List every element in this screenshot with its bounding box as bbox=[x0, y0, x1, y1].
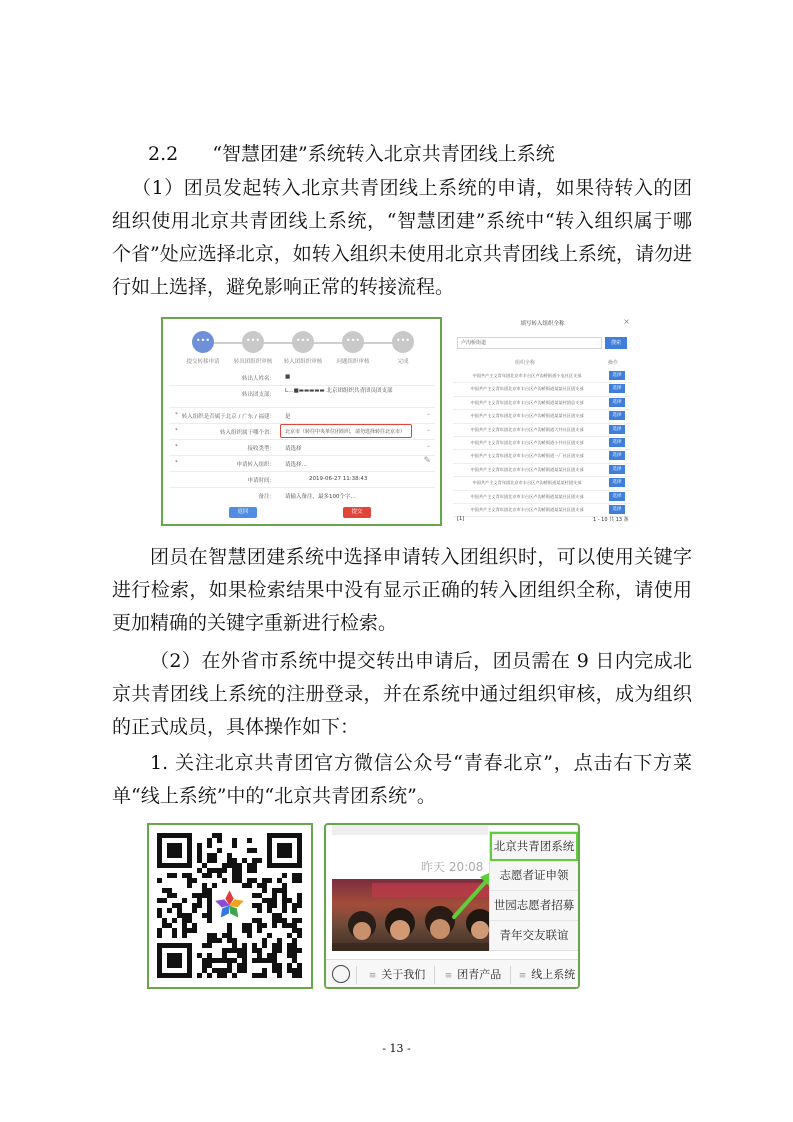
required-mark: * bbox=[175, 412, 178, 418]
submit-button[interactable]: 提交 bbox=[343, 507, 371, 518]
select-button[interactable]: 选择 bbox=[609, 384, 625, 393]
row-value: 是 bbox=[285, 414, 291, 420]
row-value: L…■▬▬▬▬▬ 北京团组织共青团员团支部 bbox=[285, 388, 393, 394]
paragraph-2: 团员在智慧团建系统中选择申请转入团组织时，可以使用关键字进行检索，如果检索结果中没有显示正确的转入团组织全称，请使用更加精确的关键字重新进行检索。 bbox=[112, 546, 692, 634]
org-name: 中国共产主义青年团北京市丰台区卢沟桥街道某某社区团支部 bbox=[470, 386, 584, 392]
qr-code-icon bbox=[149, 825, 311, 987]
step-5 bbox=[375, 329, 431, 365]
close-icon[interactable]: × bbox=[623, 317, 630, 326]
result-row bbox=[453, 436, 631, 450]
result-row bbox=[453, 369, 631, 383]
tab-divider bbox=[510, 966, 511, 984]
row-label: 转入组织属于哪个省： bbox=[219, 430, 275, 436]
step-dot: ••• bbox=[192, 331, 214, 353]
row-value: 请输入备注，最多100个字… bbox=[285, 494, 356, 500]
org-name: 中国共产主义青年团北京市丰台区卢沟桥街道某某社区团支部 bbox=[470, 413, 584, 419]
menu-item-volunteer-card[interactable]: 志愿者证申领 bbox=[490, 861, 578, 891]
result-row bbox=[453, 423, 631, 437]
org-search-dialog-screenshot bbox=[451, 315, 634, 527]
select-button[interactable]: 选择 bbox=[609, 478, 625, 487]
step-label: 转入团组织审核 bbox=[283, 359, 323, 365]
form-row-is-beijing[interactable] bbox=[169, 407, 435, 424]
row-label: 备注： bbox=[258, 494, 275, 500]
row-value: 2019-06-27 11:38:43 bbox=[309, 476, 368, 482]
row-label: 转入组织是否属于北京 / 广东 / 福建： bbox=[181, 414, 275, 420]
back-button[interactable]: 返回 bbox=[229, 507, 257, 518]
row-label: 申请转入组织： bbox=[236, 462, 275, 468]
wechat-menu-screenshot bbox=[324, 823, 580, 989]
menu-lines-icon: ≡ bbox=[518, 971, 527, 981]
step-label: 完成 bbox=[397, 359, 409, 365]
result-row bbox=[453, 382, 631, 396]
menu-item-beijing-system[interactable]: 北京共青团系统 bbox=[490, 832, 578, 861]
row-value: ■ bbox=[285, 374, 291, 380]
menu-item-expo-volunteer[interactable]: 世园志愿者招募 bbox=[490, 891, 578, 921]
select-button[interactable]: 选择 bbox=[609, 425, 625, 434]
step-dot: ••• bbox=[392, 331, 414, 353]
step-2 bbox=[225, 329, 281, 365]
tab-label: 线上系统 bbox=[531, 968, 576, 981]
required-mark: * bbox=[175, 444, 178, 450]
tab-about-us[interactable] bbox=[362, 960, 432, 989]
result-row bbox=[453, 396, 631, 410]
paragraph-1: （1）团员发起转入北京共青团线上系统的申请，如果待转入的团组织使用北京共青团线上系统，“智慧团建”系统中“转入组织属于哪个省”处应选择北京，如转入组织未使用北京共青团线上系统，请勿进行如上选择，避免影响正常的转接流程。 bbox=[112, 177, 692, 298]
step-dot: ••• bbox=[242, 331, 264, 353]
row-value: 北京市（转往中央单位团组织，请勿选择转往北京市） bbox=[285, 429, 406, 435]
result-row bbox=[453, 476, 631, 490]
chat-timestamp: 昨天 20:08 bbox=[421, 860, 484, 874]
result-row bbox=[453, 490, 631, 504]
row-label: 转出人姓名： bbox=[241, 376, 275, 382]
tab-label: 关于我们 bbox=[381, 968, 426, 981]
org-name: 中国共产主义青年团北京市丰台区卢沟桥街道大井社区团支部 bbox=[470, 426, 584, 432]
step-dot: ••• bbox=[292, 331, 314, 353]
transfer-form-screenshot bbox=[161, 317, 442, 526]
tab-divider bbox=[356, 966, 357, 984]
form-row-time bbox=[169, 471, 435, 488]
tab-label: 团青产品 bbox=[457, 968, 502, 981]
qr-code-image bbox=[147, 823, 313, 989]
wechat-bottom-menu bbox=[326, 959, 578, 989]
pagination[interactable]: [1] bbox=[457, 516, 465, 522]
select-button[interactable]: 选择 bbox=[609, 371, 625, 380]
select-button[interactable]: 选择 bbox=[609, 465, 625, 474]
select-button[interactable]: 选择 bbox=[609, 411, 625, 420]
select-button[interactable]: 选择 bbox=[609, 451, 625, 460]
required-mark: * bbox=[175, 460, 178, 466]
keyboard-icon[interactable] bbox=[332, 965, 350, 983]
tab-divider bbox=[434, 966, 435, 984]
select-button[interactable]: 选择 bbox=[609, 398, 625, 407]
org-name: 中国共产主义青年团北京市丰台区卢沟桥街道小屯社区支部 bbox=[472, 373, 582, 378]
tab-products[interactable] bbox=[436, 960, 510, 989]
org-name: 中国共产主义青年团北京市丰台区卢沟桥街道某某村团支部 bbox=[472, 480, 582, 486]
row-label: 转出团支部： bbox=[241, 392, 275, 398]
menu-lines-icon: ≡ bbox=[444, 971, 453, 981]
chevron-down-icon: ⌄ bbox=[425, 426, 431, 433]
section-title: “智慧团建”系统转入北京共青团线上系统 bbox=[212, 143, 555, 165]
step-label: 提交转移申请 bbox=[186, 359, 220, 365]
result-row bbox=[453, 449, 631, 463]
org-search-input[interactable]: 卢沟桥街道 bbox=[457, 337, 602, 349]
search-button[interactable]: 搜索 bbox=[605, 337, 627, 349]
form-row-target-org[interactable] bbox=[169, 455, 435, 472]
section-heading bbox=[148, 139, 555, 166]
chevron-down-icon: ⌄ bbox=[425, 442, 431, 449]
form-row-province[interactable] bbox=[169, 423, 435, 440]
form-row-type[interactable] bbox=[169, 439, 435, 456]
row-label: 申请时间： bbox=[247, 478, 275, 484]
form-row-remark[interactable] bbox=[169, 487, 435, 505]
submenu-popup bbox=[489, 831, 579, 951]
org-name: 中国共产主义青年团北京市丰台区卢沟桥街道某某社区团支部 bbox=[470, 493, 584, 499]
result-count: 1 - 10 共 13 条 bbox=[593, 517, 629, 523]
chat-top-bar bbox=[332, 825, 488, 835]
form-row-name bbox=[169, 369, 435, 386]
row-value: 请选择… bbox=[285, 462, 308, 468]
result-row bbox=[453, 409, 631, 423]
tab-online-system[interactable] bbox=[512, 960, 580, 989]
required-mark: * bbox=[175, 428, 178, 434]
row-value: 请选择 bbox=[285, 446, 302, 452]
step-1 bbox=[175, 329, 231, 365]
column-header-action: 操作 bbox=[608, 360, 619, 366]
org-name: 中国共产主义青年团北京市丰台区卢沟桥街道某某社区团支部 bbox=[470, 507, 584, 512]
paragraph-4: 1. 关注北京共青团官方微信公众号“青春北京”，点击右下方菜单“线上系统”中的“北京共青团系统”。 bbox=[112, 752, 692, 807]
form-row-branch bbox=[169, 385, 435, 408]
menu-lines-icon: ≡ bbox=[368, 971, 377, 981]
org-name: 中国共产主义青年团北京市丰台区卢沟桥街道某某村团总支部 bbox=[470, 399, 584, 405]
section-number: 2.2 bbox=[148, 143, 179, 165]
step-4 bbox=[325, 329, 381, 365]
org-name: 中国共产主义青年团北京市丰台区卢沟桥街道某某社区团支部 bbox=[470, 466, 584, 472]
step-3 bbox=[275, 329, 331, 365]
edit-icon[interactable]: ✎ bbox=[423, 456, 431, 466]
dialog-title: 填写转入组织全称 bbox=[520, 321, 565, 327]
select-button[interactable]: 选择 bbox=[609, 438, 625, 447]
menu-item-youth-social[interactable]: 青年交友联谊 bbox=[499, 928, 569, 942]
row-label: 接收类型： bbox=[247, 446, 275, 452]
paragraph-3: （2）在外省市系统中提交转出申请后，团员需在 9 日内完成北京共青团线上系统的注册登录，并在系统中通过组织审核，成为组织的正式成员，具体操作如下： bbox=[112, 650, 692, 738]
page-number: - 13 - bbox=[382, 1042, 411, 1055]
select-button[interactable]: 选择 bbox=[609, 505, 625, 514]
progress-steps bbox=[163, 329, 440, 367]
org-name: 中国共产主义青年团北京市丰台区卢沟桥街道小井社区团支部 bbox=[470, 440, 584, 445]
chevron-down-icon: ⌄ bbox=[425, 410, 431, 417]
org-name: 中国共产主义青年团北京市丰台区卢沟桥街道一厂社区团支部 bbox=[470, 453, 584, 459]
step-dot: ••• bbox=[342, 331, 364, 353]
step-label: 转出团组织审核 bbox=[233, 359, 273, 365]
result-row bbox=[453, 463, 631, 477]
select-button[interactable]: 选择 bbox=[609, 492, 625, 501]
step-label: 问题组织审核 bbox=[336, 359, 370, 365]
column-header-name: 组织全称 bbox=[515, 360, 536, 366]
